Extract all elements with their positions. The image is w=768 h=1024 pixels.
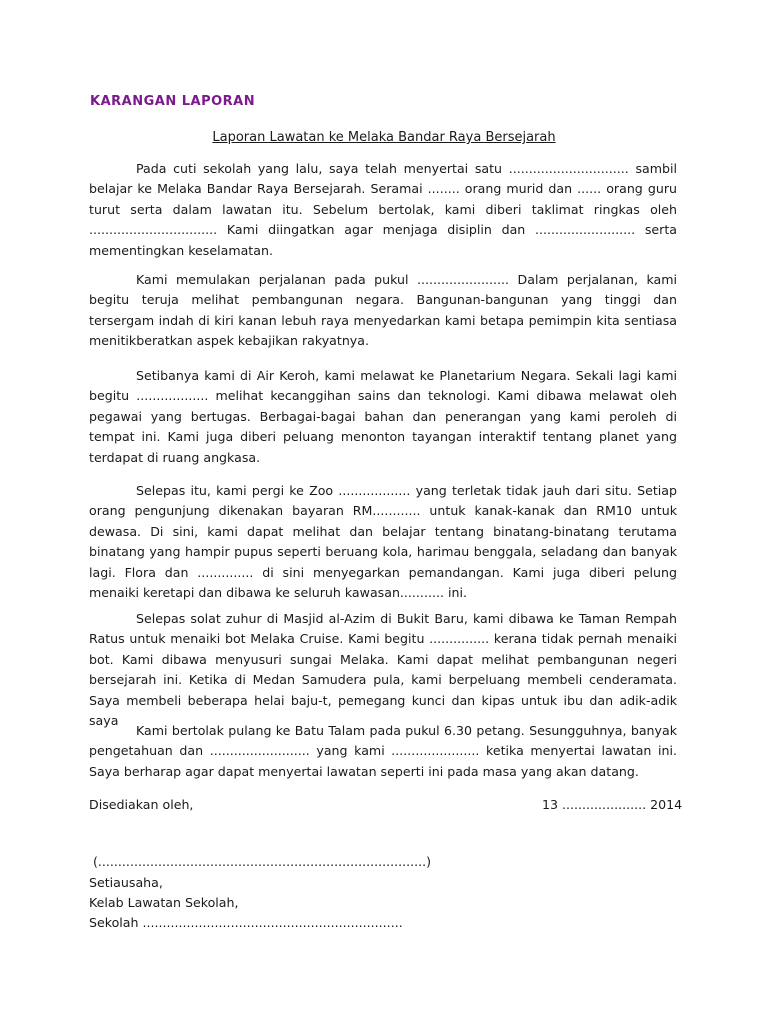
prepared-by-label: Disediakan oleh, [89, 797, 194, 812]
club-label: Kelab Lawatan Sekolah, [89, 895, 239, 910]
paragraph-4: Selepas itu, kami pergi ke Zoo .................. yang terletak tidak jauh dari situ. Setiap orang pengunjung dikenakan bayaran RM............ untuk kanak-kanak dan RM10 untuk dewasa. Di sini, kami dapat melihat dan belajar tentang binatang-binatang terutama binatang yang hampir pupus seperti beruang kola, harimau benggala, seladang dan banyak lagi. Flora dan .............. di sini menyegarkan pemandangan. Kami juga diberi pelung menaiki keretapi dan dibawa ke seluruh kawasan........... ini. [89, 483, 677, 601]
paragraph-5: Selepas solat zuhur di Masjid al-Azim di Bukit Baru, kami dibawa ke Taman Rempah Ratus untuk menaiki bot Melaka Cruise. Kami begitu ............... kerana tidak pernah menaiki bot. Kami dibawa menyusuri sungai Melaka. Kami dapat melihat pembangunan negeri bersejarah ini. Ketika di Medan Samudera pula, kami berpeluang membeli cenderamata. Saya membeli beberapa helai baju-t, pemegang kunci dan kipas untuk ibu dan adik-adik saya [89, 611, 677, 729]
paragraph-1: Pada cuti sekolah yang lalu, saya telah menyertai satu .............................. sambil belajar ke Melaka Bandar Raya Bersejarah. Seramai ........ orang murid dan ...... orang guru turut serta dalam lawatan itu. Sebelum bertolak, kami diberi taklimat ringkas oleh ................................ Kami diingatkan agar menjaga disiplin dan ......................... serta mementingkan keselamatan. [89, 161, 677, 258]
signature-line: (..................................................................................) [93, 854, 432, 869]
document-heading: KARANGAN LAPORAN [90, 94, 256, 109]
paragraph-6: Kami bertolak pulang ke Batu Talam pada pukul 6.30 petang. Sesungguhnya, banyak pengetahuan dan ......................... yang kami ...................... ketika menyertai lawatan ini. Saya berharap agar dapat menyertai lawatan seperti ini pada masa yang akan datang. [89, 723, 677, 779]
role-label: Setiausaha, [89, 875, 163, 890]
paragraph-2: Kami memulakan perjalanan pada pukul ....................... Dalam perjalanan, kami begitu teruja melihat pembangunan negara. Bangunan-bangunan yang tinggi dan tersergam indah di kiri kanan lebuh raya menyedarkan kami betapa pemimpin kita sentiasa menitikberatkan aspek kebajikan rakyatnya. [89, 272, 677, 349]
report-title: Laporan Lawatan ke Melaka Bandar Raya Bersejarah [212, 130, 556, 145]
date-line: 13 ..................... 2014 [542, 797, 683, 812]
school-line: Sekolah ................................................................. [89, 915, 403, 930]
paragraph-3: Setibanya kami di Air Keroh, kami melawat ke Planetarium Negara. Sekali lagi kami begitu .................. melihat kecanggihan sains dan teknologi. Kami dibawa melawat oleh pegawai yang bertugas. Berbagai-bagai bahan dan penerangan yang kami peroleh di tempat ini. Kami juga diberi peluang menonton tayangan interaktif tentang planet yang terdapat di ruang angkasa. [89, 368, 677, 465]
